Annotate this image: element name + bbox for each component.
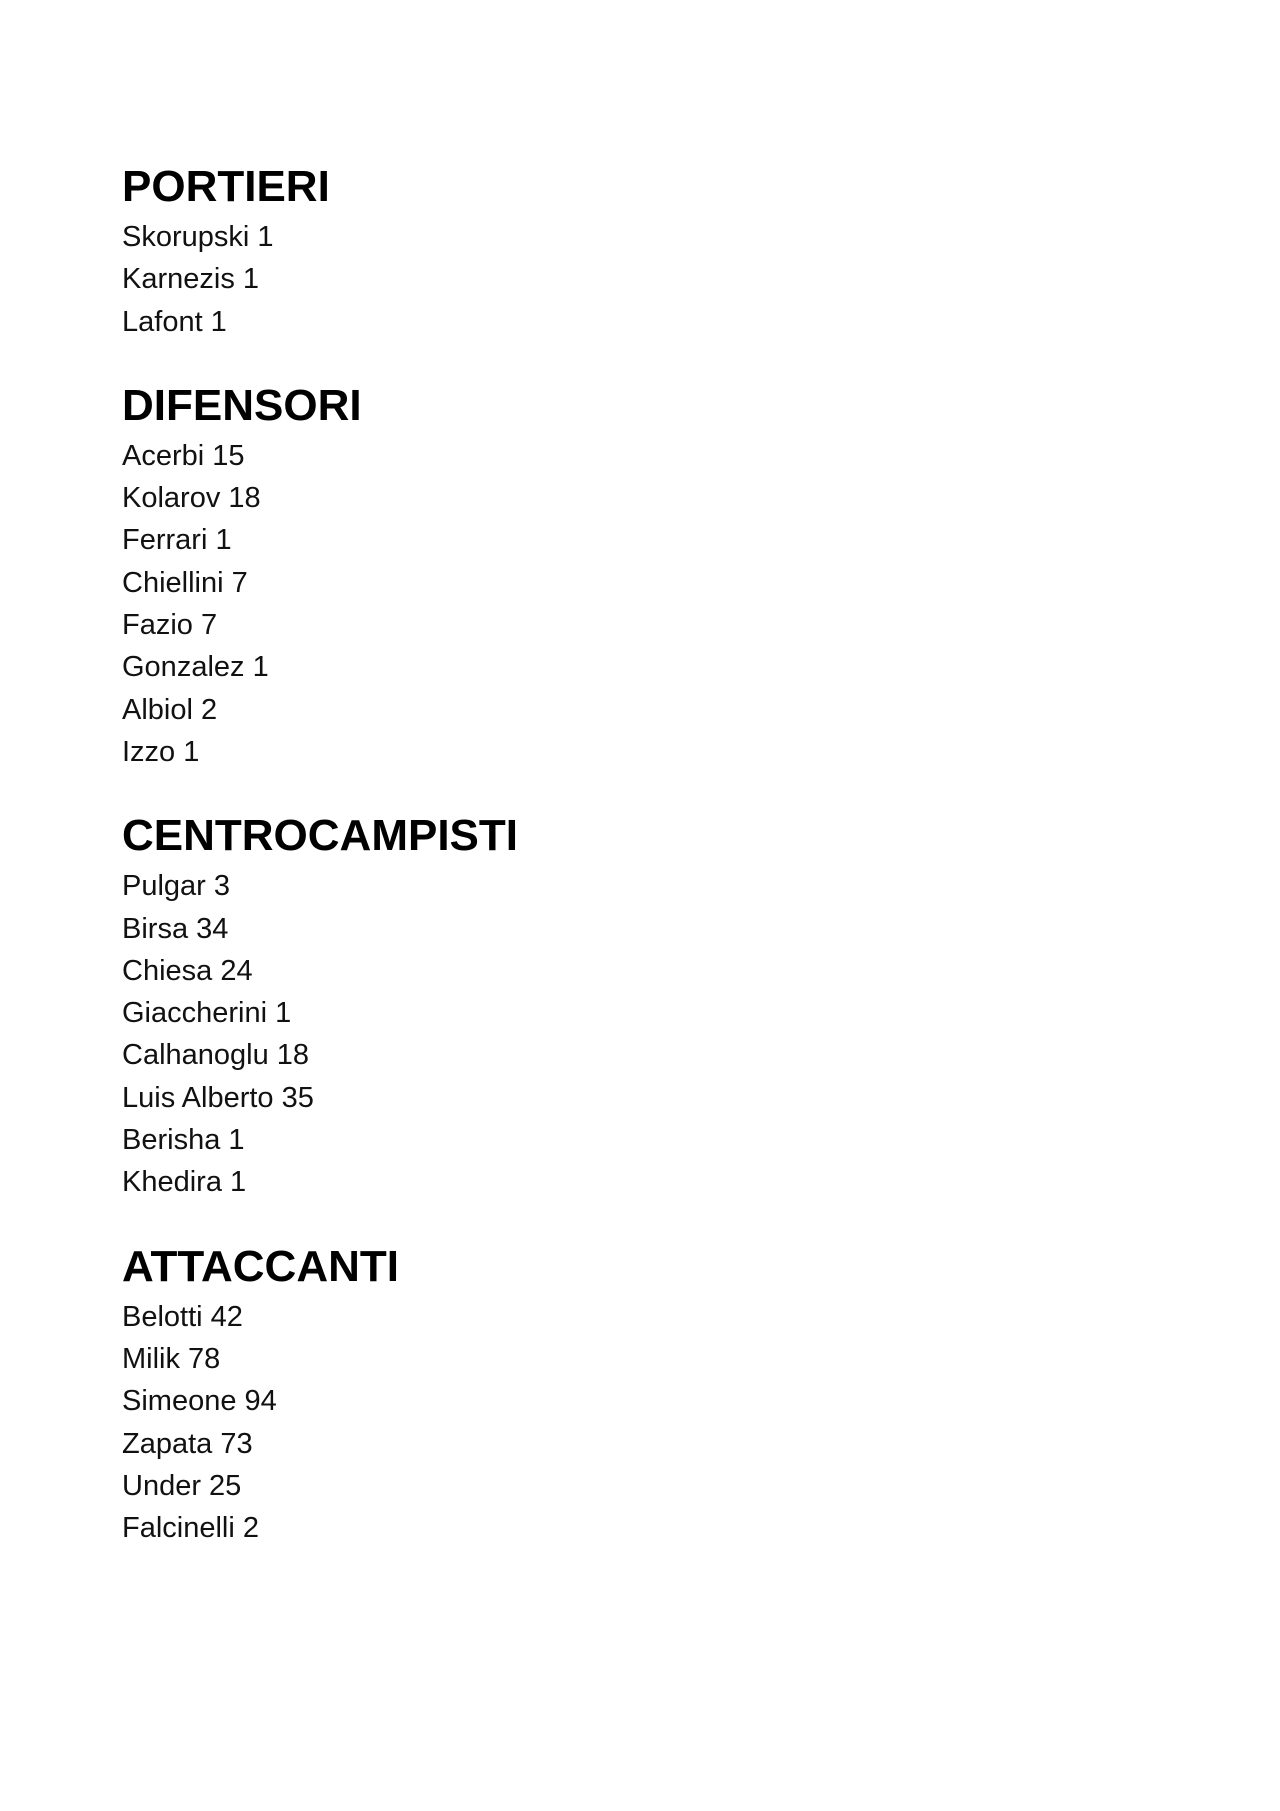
player-entry: Milik 78 bbox=[122, 1342, 221, 1375]
player-entry: Luis Alberto 35 bbox=[122, 1081, 314, 1114]
player-entry: Skorupski 1 bbox=[122, 221, 274, 253]
player-entry: Under 25 bbox=[122, 1469, 242, 1502]
player-entry: Gonzalez 1 bbox=[122, 651, 269, 684]
player-list bbox=[122, 435, 1122, 773]
player-entry: Pulgar 3 bbox=[122, 870, 231, 903]
player-entry: Chiellini 7 bbox=[122, 566, 248, 599]
section-attaccanti bbox=[122, 1238, 1122, 1550]
player-entry: Berisha 1 bbox=[122, 1124, 245, 1157]
section-title: CENTROCAMPISTI bbox=[122, 811, 518, 861]
section-portieri bbox=[122, 158, 1122, 343]
player-entry: Khedira 1 bbox=[122, 1166, 247, 1199]
section-title: PORTIERI bbox=[122, 162, 330, 211]
player-entry: Calhanoglu 18 bbox=[122, 1039, 310, 1072]
player-entry: Falcinelli 2 bbox=[122, 1512, 259, 1545]
player-entry: Lafont 1 bbox=[122, 305, 227, 338]
player-entry: Simeone 94 bbox=[122, 1385, 277, 1418]
section-title: DIFENSORI bbox=[122, 380, 362, 430]
player-entry: Chiesa 24 bbox=[122, 954, 253, 987]
player-entry: Karnezis 1 bbox=[122, 263, 260, 296]
player-entry: Fazio 7 bbox=[122, 609, 218, 642]
player-entry: Kolarov 18 bbox=[122, 482, 261, 515]
player-entry: Ferrari 1 bbox=[122, 524, 232, 557]
player-list bbox=[122, 216, 1122, 343]
player-entry: Giaccherini 1 bbox=[122, 997, 292, 1030]
player-entry: Zapata 73 bbox=[122, 1427, 253, 1460]
player-entry: Belotti 42 bbox=[122, 1300, 243, 1333]
document-content bbox=[122, 158, 1122, 1549]
player-list bbox=[122, 1296, 1122, 1550]
player-entry: Albiol 2 bbox=[122, 693, 218, 726]
section-title: ATTACCANTI bbox=[122, 1241, 399, 1291]
section-centrocampisti bbox=[122, 807, 1122, 1203]
player-entry: Birsa 34 bbox=[122, 912, 229, 945]
player-entry: Acerbi 15 bbox=[122, 439, 245, 472]
section-difensori bbox=[122, 377, 1122, 773]
player-entry: Izzo 1 bbox=[122, 735, 200, 768]
player-list bbox=[122, 865, 1122, 1203]
